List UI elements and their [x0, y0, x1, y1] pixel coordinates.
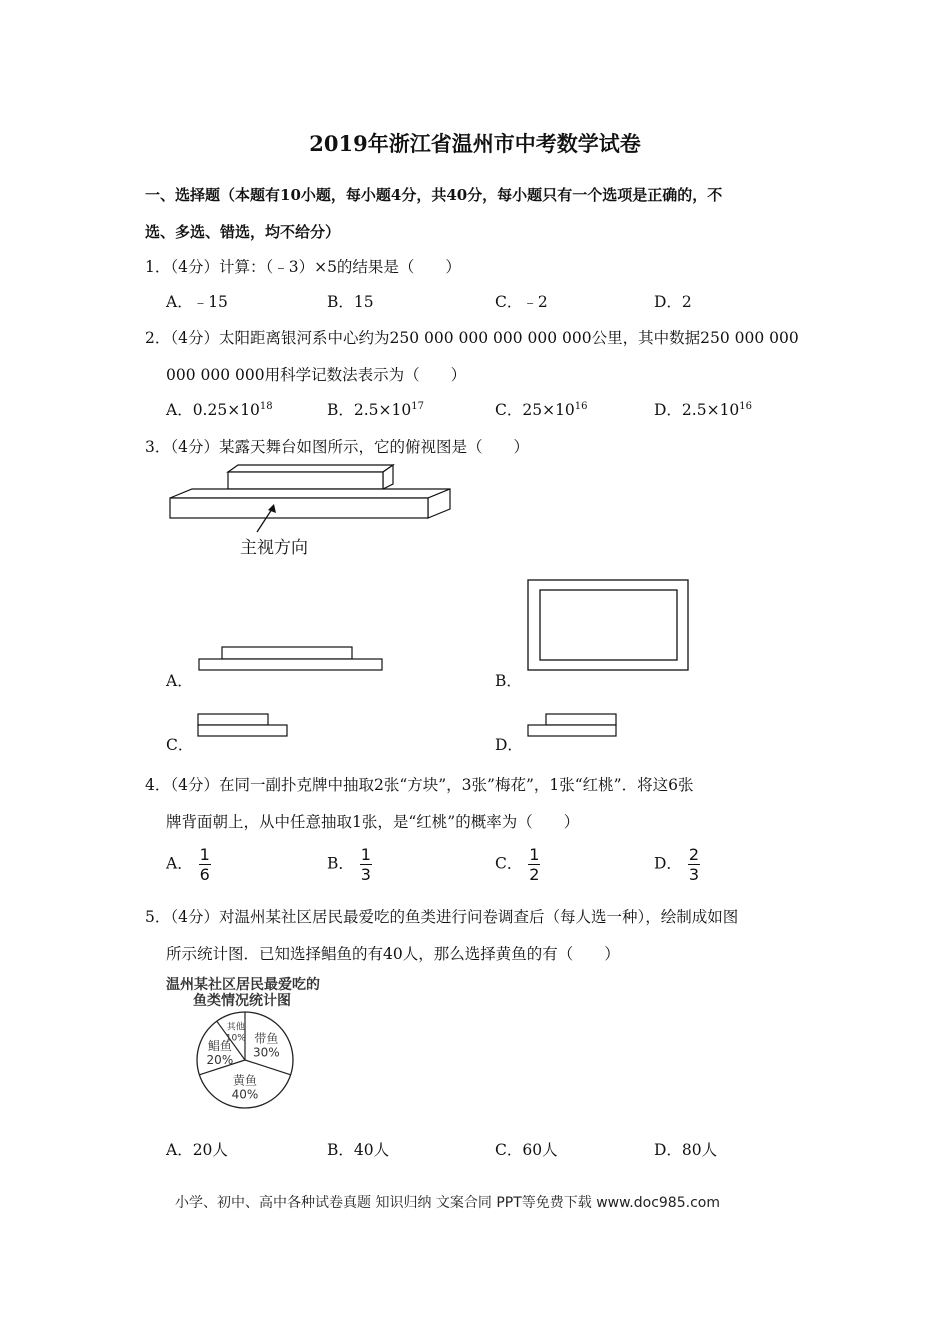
q2-option-d: D．$2.5\times 10^{16}$	[654, 400, 753, 419]
option-a-figure	[197, 645, 387, 675]
option-b-figure	[526, 578, 691, 673]
q2-option-c: C．$25\times 10^{16}$	[495, 400, 588, 419]
q2-option-b: B．$2.5\times 10^{17}$	[327, 400, 424, 419]
pie-slice-percent: 30%	[253, 1045, 280, 1060]
question-1: 1．（4分）计算：（﹣3）×5的结果是（ ）	[145, 258, 461, 276]
pie-slice-percent: 10%	[225, 1033, 246, 1044]
chart-subtitle: 鱼类情况统计图	[193, 993, 291, 1009]
q4-option-b: B． $\frac{1}{3}$	[327, 845, 371, 884]
pie-slice-percent: 20%	[206, 1052, 234, 1067]
q5-option-a: A．20人	[166, 1141, 228, 1159]
question-2-line1: 2．（4分）太阳距离银河系中心约为250 000 000 000 000 000公里，其中数据250 000 000	[145, 329, 799, 347]
q4-option-a: A． $\frac{1}{6}$	[166, 845, 210, 884]
q1-option-b: B．15	[327, 293, 374, 311]
q3-option-a: A．	[166, 672, 193, 690]
section-heading-line2: 选、多选、错选，均不给分）	[145, 223, 341, 241]
pie-chart	[180, 1005, 310, 1115]
question-2-line2: 000 000 000用科学记数法表示为（ ）	[166, 366, 467, 384]
q1-option-d: D．2	[654, 293, 692, 311]
pie-slice-label: 带鱼	[254, 1031, 279, 1046]
q5-option-c: C．60人	[495, 1141, 558, 1159]
option-c-figure	[196, 712, 291, 740]
q3-option-b: B．	[495, 672, 522, 690]
pie-slice-label: 鲳鱼	[207, 1038, 232, 1053]
pie-slice-label: 黄鱼	[232, 1073, 258, 1088]
q5-option-d: D．80人	[654, 1141, 718, 1159]
question-3: 3．（4分）某露天舞台如图所示，它的俯视图是（ ）	[145, 438, 529, 456]
page-title: 2019年浙江省温州市中考数学试卷	[309, 131, 641, 156]
stage-3d-figure	[160, 462, 460, 562]
q2-option-a: A．$0.25\times 10^{18}$	[166, 400, 273, 419]
chart-title: 温州某社区居民最爱吃的	[166, 977, 320, 993]
footer-note: 小学、初中、高中各种试卷真题 知识归纳 文案合同 PPT等免费下载 www.doc985.com	[175, 1195, 720, 1211]
question-4-line1: 4．（4分）在同一副扑克牌中抽取2张“方块”，3张”梅花”，1张“红桃”．将这6张	[145, 776, 694, 794]
q1-option-c: C．﹣2	[495, 293, 548, 311]
q4-option-c: C． $\frac{1}{2}$	[495, 845, 540, 884]
q5-option-b: B．40人	[327, 1141, 390, 1159]
q3-option-c: C．	[166, 736, 194, 754]
option-d-figure	[526, 712, 621, 740]
pie-slice-label: 其他	[226, 1022, 245, 1033]
q3-option-d: D．	[495, 736, 523, 754]
view-direction-label: 主视方向	[240, 538, 308, 558]
question-5-line2: 所示统计图．已知选择鲳鱼的有40人，那么选择黄鱼的有（ ）	[166, 945, 620, 963]
q4-option-d: D． $\frac{2}{3}$	[654, 845, 700, 884]
pie-slice-percent: 40%	[231, 1087, 259, 1102]
question-4-line2: 牌背面朝上，从中任意抽取1张，是“红桃”的概率为（ ）	[166, 813, 580, 831]
section-heading-line1: 一、选择题（本题有10小题，每小题4分，共40分，每小题只有一个选项是正确的，不	[145, 186, 723, 204]
q1-option-a: A．﹣15	[166, 293, 228, 311]
question-5-line1: 5．（4分）对温州某社区居民最爱吃的鱼类进行问卷调查后（每人选一种），绘制成如图	[145, 908, 739, 926]
